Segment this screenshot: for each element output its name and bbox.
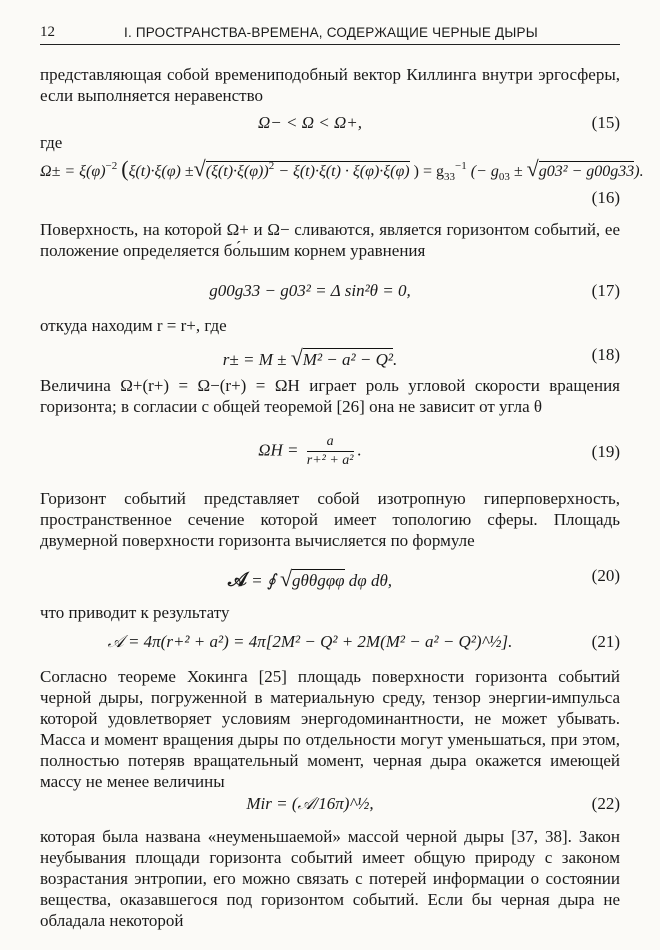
eq19-denominator: r+² + a² <box>306 453 354 468</box>
running-title: I. ПРОСТРАНСТВА-ВРЕМЕНА, СОДЕРЖАЩИЕ ЧЕРНЫЕ ДЫРЫ <box>124 25 538 40</box>
equation-21 <box>40 632 620 664</box>
eq20-end: dφ dθ, <box>344 571 393 590</box>
equation-18 <box>40 345 620 377</box>
eq18-lhs: r± = M ± <box>222 350 291 369</box>
equation-20-number: (20) <box>591 566 620 585</box>
paragraph-3: откуда находим r = r+, где <box>40 316 227 335</box>
eq16-middle: ) = g <box>413 163 444 180</box>
equation-19-number: (19) <box>591 442 620 461</box>
eq16-rhs-sqrt: g03² − g00g33 <box>538 163 635 180</box>
equation-16-body: $\Omega\pm = \xi(\varphi)^{-2}$ ($\xi(t)\cdot\xi(\varphi) \pm√(\xi(t)\cdot\xi(\varphi))^2 - \xi(t)\cdot\xi(t) \cdot \xi(\varphi)\cdot\xi(\varphi)$ ) = $g_{33}^{-1}$ (− $g_{03} \pm √g03^2 - g00g33$). <box>40 156 644 183</box>
paragraph-7: Согласно теореме Хокинга [25] площадь поверхности горизонта событий черной дыры, погруженной в материальную среду, тензор энергии-импульса которой удовлетворяет условиям энергодоминантности, не может убывать. Масса и момент вращения дыры по отдельности могут уменьшаться, при этом, полностью потеряв вращательный момент, черная дыра окажется имеющей массу не менее величины <box>40 667 620 791</box>
paragraph-8: которая была названа «неуменьшаемой» массой черной дыры [37, 38]. Закон неубывания площади горизонта событий имеет общую природу с законом возрастания энтропии, его можно связать с потерей информации о состоянии вещества, оказавшегося под горизонтом событий. Если бы черная дыра не обладала некоторой <box>40 827 620 930</box>
eq16-pm: ± <box>184 163 194 180</box>
paragraph-5: Горизонт событий представляет собой изотропную гиперповерхность, пространственное сечение которой имеет топологию сферы. Площадь двумерной поверхности горизонта вычисляется по формуле <box>40 489 620 550</box>
equation-20-body: 𝒜 = ∮ √gθθgφφ dφ dθ, <box>227 566 393 591</box>
eq20-area-symbol: 𝒜 <box>227 569 247 591</box>
equation-15-body: Ω− < Ω < Ω+, <box>257 113 363 132</box>
eq16-xi-inverse: ξ(φ) <box>79 163 106 180</box>
equation-21-number: (21) <box>591 632 620 651</box>
paragraph-2: Поверхность, на которой Ω+ и Ω− сливаются, является горизонтом событий, ее положение определяется бо́льшим корнем уравнения <box>40 220 620 260</box>
eq16-xi-t-phi: ξ(t)·ξ(φ) <box>128 163 181 180</box>
eq16-sqrt-b: − ξ(t)·ξ(t) · ξ(φ)·ξ(φ) <box>278 163 410 180</box>
equation-17-body: g00g33 − g03² = Δ sin²θ = 0, <box>209 281 411 300</box>
equation-18-number: (18) <box>591 345 620 364</box>
eq16-rhs-a: (− g <box>470 163 499 180</box>
equation-21-body: 𝒜 = 4π(r+² + a²) = 4π[2M² − Q² + 2M(M² − a² − Q²)^½]. <box>107 632 513 651</box>
paragraph-1: представляющая собой времениподобный вектор Киллинга внутри эргосферы, если выполняется неравенство <box>40 65 620 105</box>
equation-22-body: Mir = (𝒜/16π)^½, <box>246 794 374 813</box>
equation-16 <box>40 156 644 208</box>
eq19-lhs: ΩH = <box>258 440 303 460</box>
equation-22 <box>40 794 620 826</box>
equation-17 <box>40 281 620 313</box>
where-label: где <box>40 133 63 152</box>
paragraph-6: что приводит к результату <box>40 603 230 622</box>
eq18-sqrt: M² − a² − Q² <box>302 350 393 369</box>
eq19-numerator: a <box>307 434 354 452</box>
eq19-end: . <box>357 440 362 460</box>
eq16-sqrt-a: (ξ(t)·ξ(φ)) <box>205 163 269 180</box>
eq20-mid: = ∮ <box>246 571 280 590</box>
equation-19 <box>40 434 620 478</box>
eq20-sqrt: gθθgφφ <box>292 571 345 590</box>
eq16-lhs: Ω± <box>40 163 61 180</box>
equation-22-number: (22) <box>591 794 620 813</box>
equation-20 <box>40 566 620 598</box>
eq16-rhs-b: ± <box>513 163 527 180</box>
paragraph-4: Величина Ω+(r+) = Ω−(r+) = ΩH играет роль угловой скорости вращения горизонта; в согласии с общей теоремой [26] она не зависит от угла θ <box>40 376 620 416</box>
equation-15 <box>40 113 620 145</box>
eq18-end: . <box>392 350 398 369</box>
equation-19-body <box>40 434 580 469</box>
running-header <box>40 22 620 45</box>
eq16-rhs-end: ). <box>634 163 644 180</box>
page-number: 12 <box>40 24 55 40</box>
equation-18-body: r± = M ± √M² − a² − Q². <box>222 345 398 370</box>
equation-17-number: (17) <box>591 281 620 300</box>
equation-15-number: (15) <box>591 113 620 132</box>
equation-16-number: (16) <box>591 188 620 207</box>
